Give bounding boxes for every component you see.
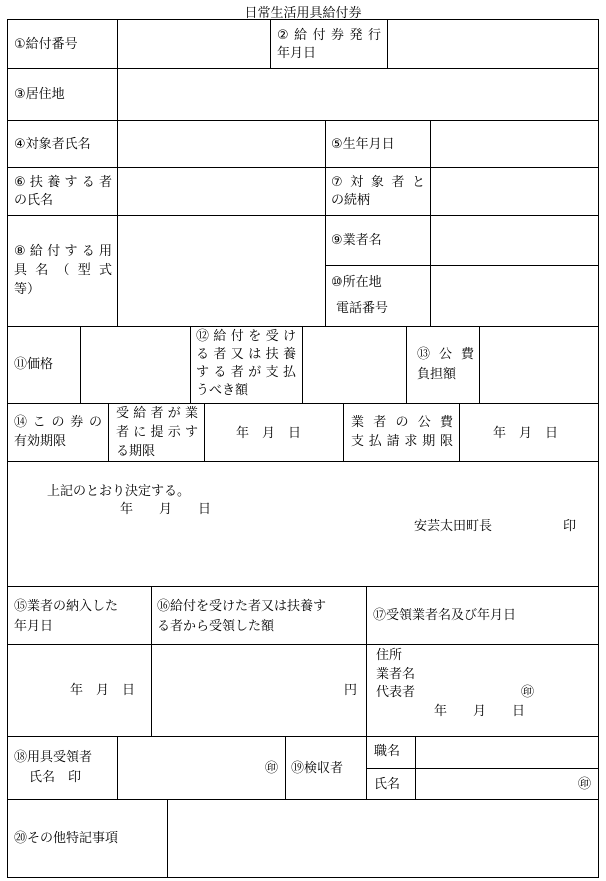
label-birth-date: ⑤生年月日 xyxy=(331,137,395,152)
label-address: 住所 xyxy=(376,648,403,663)
label-item-l2: 具名（型式 xyxy=(14,263,112,278)
label-price: ⑪価格 xyxy=(14,357,54,372)
label-present-l1: 受給者が業 xyxy=(116,406,198,421)
label-public-l2: 負担額 xyxy=(417,367,457,382)
label-issue-date-l1: ②給付券発行 xyxy=(277,28,381,43)
label-subject-name: ④対象者氏名 xyxy=(14,137,91,152)
label-claim-l1: 業者の公費 xyxy=(351,415,453,430)
label-item-l3: 等） xyxy=(14,282,41,297)
recipient-seal: ㊞ xyxy=(265,761,279,776)
label-relation-l1: ⑦対象者と xyxy=(331,175,425,190)
label-claim-l2: 支払請求期限 xyxy=(351,434,453,449)
label-guardian-l2: の氏名 xyxy=(14,193,54,208)
label-remarks: ⑳その他特記事項 xyxy=(14,831,119,846)
label-vendor-name: ⑨業者名 xyxy=(331,233,382,248)
label-relation-l2: の続柄 xyxy=(331,193,371,208)
label-voucher-number: ①給付番号 xyxy=(14,37,78,52)
label-representative: 代表者 xyxy=(376,685,416,700)
label-validity-l2: 有効期限 xyxy=(14,434,67,449)
representative-seal: ㊞ xyxy=(521,685,535,700)
label-location: ⑩所在地 xyxy=(331,275,382,290)
label-vendor: 業者名 xyxy=(376,667,416,682)
delivery-date-value: 年 月 日 xyxy=(70,683,136,698)
document-title: 日常生活用具給付券 xyxy=(244,6,362,21)
label-self-pay-l4: うべき額 xyxy=(196,383,249,398)
label-residence: ③居住地 xyxy=(14,87,65,102)
label-validity-l1: ⑭この券の xyxy=(14,415,102,430)
label-delivery-date-l2: 年月日 xyxy=(14,619,54,634)
label-self-pay-l1: ⑫給付を受け xyxy=(196,329,296,344)
label-public-l1: ⑬公費 xyxy=(417,347,474,362)
mayor-title: 安芸太田町長 xyxy=(414,519,493,534)
mayor-seal: 印 xyxy=(563,519,577,534)
label-received-amount-l1: ⑯給付を受けた者又は扶養す xyxy=(157,599,327,614)
label-issue-date-l2: 年月日 xyxy=(277,46,317,61)
label-item-l1: ⑧給付する用 xyxy=(14,244,112,259)
label-present-l2: 者に提示す xyxy=(116,425,198,440)
label-guardian-l1: ⑥扶養する者 xyxy=(14,175,112,190)
receipt-date: 年 月 日 xyxy=(434,704,526,719)
present-deadline-date: 年 月 日 xyxy=(236,426,302,441)
label-present-l3: る期限 xyxy=(116,444,156,459)
inspector-seal: ㊞ xyxy=(578,777,592,792)
label-receipt-vendor: ⑰受領業者名及び年月日 xyxy=(373,608,517,623)
label-recipient-l1: ⑱用具受領者 xyxy=(14,750,93,765)
yen-unit: 円 xyxy=(344,683,358,698)
label-received-amount-l2: る者から受領した額 xyxy=(157,619,275,634)
decision-text: 上記のとおり決定する。 xyxy=(47,484,191,499)
label-delivery-date-l1: ⑮業者の納入した xyxy=(14,599,119,614)
claim-deadline-date: 年 月 日 xyxy=(493,426,559,441)
label-inspector: ⑲検収者 xyxy=(291,761,344,776)
label-recipient-l2: 氏名 印 xyxy=(29,770,82,785)
label-inspector-name: 氏名 xyxy=(374,777,401,792)
decision-date: 年 月 日 xyxy=(120,502,212,517)
label-phone: 電話番号 xyxy=(336,301,389,316)
label-post: 職名 xyxy=(374,744,401,759)
label-self-pay-l3: する者が支払 xyxy=(196,365,296,380)
label-self-pay-l2: る者又は扶養 xyxy=(196,347,296,362)
